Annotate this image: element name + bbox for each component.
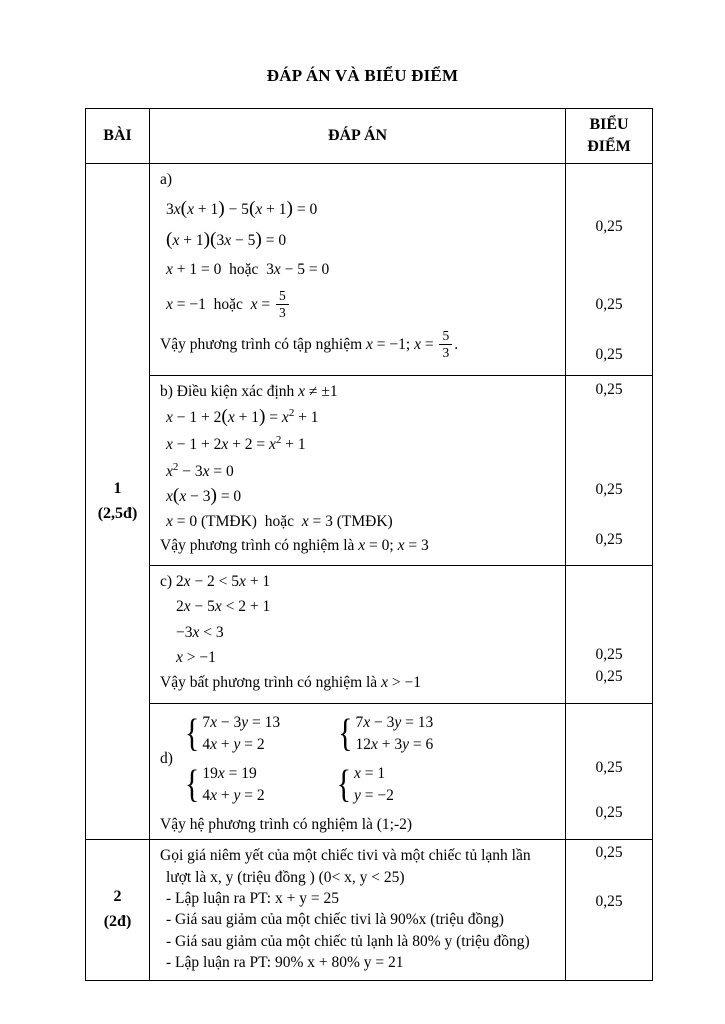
score-value: 0,25 xyxy=(595,645,623,663)
part-c-score-cell xyxy=(566,565,653,703)
part-d-label: d) xyxy=(160,750,173,768)
score-value: 0,25 xyxy=(595,844,623,862)
score-value: 0,25 xyxy=(595,667,623,685)
part-d-answer-cell xyxy=(150,703,566,839)
answer-line: x = −1 hoặc x = $\frac{5}{3}$ xyxy=(166,290,557,321)
problem-2-answer-cell xyxy=(150,840,566,981)
part-b-score-cell xyxy=(566,376,653,566)
system-line: { 7x − 3y = 13 4x + y = 2 { 7x − 3y = 13 12x + 3y = 6 xyxy=(184,711,434,755)
part-a-answer-cell xyxy=(150,164,566,376)
answer-line: Vậy hệ phương trình có nghiệm là (1;-2) xyxy=(160,815,413,833)
answer-line: x = 0 (TMĐK) hoặc x = 3 (TMĐK) xyxy=(166,512,393,530)
header-problem: BÀI xyxy=(86,109,150,164)
header-answer: ĐÁP ÁN xyxy=(150,109,566,164)
score-value: 0,25 xyxy=(595,218,623,235)
page-title: ĐÁP ÁN VÀ BIỂU ĐIỂM xyxy=(266,66,459,85)
answer-line: Vậy bất phương trình có nghiệm là x > −1 xyxy=(160,674,421,692)
score-value: 0,25 xyxy=(595,296,623,313)
score-value: 0,25 xyxy=(595,803,623,821)
answer-line: b) Điều kiện xác định x ≠ ±1 xyxy=(160,383,338,400)
table-header-row xyxy=(86,109,653,164)
part-b-answer-cell xyxy=(150,376,566,566)
score-value: 0,25 xyxy=(595,531,623,548)
answer-table xyxy=(85,108,653,981)
answer-line: x > −1 xyxy=(176,649,216,666)
score-value: 0,25 xyxy=(595,758,623,776)
answer-line: −3x < 3 xyxy=(176,623,224,641)
answer-line: Vậy phương trình có tập nghiệm x = −1; x = $\frac{5}{3}$ . xyxy=(160,328,459,361)
part-d-score-cell xyxy=(566,703,653,839)
systems-column xyxy=(185,712,433,807)
answer-line: x + 1 = 0 hoặc 3x − 5 = 0 xyxy=(166,261,330,279)
part-a-score-cell xyxy=(566,164,653,376)
answer-line: Gọi giá niêm yết của một chiếc tivi và một chiếc tủ lạnh lần xyxy=(160,847,531,865)
score-value: 0,25 xyxy=(595,346,623,363)
problem-2-row xyxy=(86,840,653,981)
problem-1-cell xyxy=(86,164,150,840)
part-c-answer-cell xyxy=(150,565,566,703)
answer-line: lượt là x, y (triệu đồng ) (0< x, y < 25) xyxy=(166,868,405,886)
answer-line: - Lập luận ra PT: 90% x + 80% y = 21 xyxy=(166,954,404,972)
score-value: 0,25 xyxy=(595,893,623,911)
score-value: 0,25 xyxy=(595,481,623,498)
problem-1-score-label: (2,5đ) xyxy=(97,504,138,522)
answer-line: a) xyxy=(160,171,173,188)
problem-1-number: 1 xyxy=(113,479,122,497)
answer-line: $x - 1 + 2(x + 1) = x^2 + 1$ xyxy=(166,406,319,428)
systems-block xyxy=(160,712,557,807)
problem-2-cell xyxy=(86,840,150,981)
answer-line: - Lập luận ra PT: x + y = 25 xyxy=(166,890,339,908)
header-score: BIỂU ĐIỂM xyxy=(566,109,653,164)
answer-line: - Giá sau giảm của một chiếc tivi là 90%x (triệu đồng) xyxy=(166,911,504,929)
answer-line: $x^2 - 3x = 0$ xyxy=(166,460,234,480)
answer-line: Vậy phương trình có nghiệm là x = 0; x = 3 xyxy=(160,537,429,555)
answer-line: $x - 1 + 2x + 2 = x^2 + 1$ xyxy=(166,434,306,454)
part-b-row xyxy=(86,376,653,566)
answer-line: c) 2x − 2 < 5x + 1 xyxy=(160,572,271,590)
part-c-row xyxy=(86,565,653,703)
score-value: 0,25 xyxy=(595,381,623,398)
answer-line: x(x − 3) = 0 xyxy=(166,485,242,507)
problem-2-number: 2 xyxy=(113,888,122,906)
answer-line: 2x − 5x < 2 + 1 xyxy=(176,598,271,616)
answer-line: (x + 1)(3x − 5) = 0 xyxy=(166,228,287,250)
part-a-row xyxy=(86,164,653,376)
answer-line: - Giá sau giảm của một chiếc tủ lạnh là 80% y (triệu đồng) xyxy=(166,932,530,950)
part-d-row xyxy=(86,703,653,839)
answer-line: 3x(x + 1) − 5(x + 1) = 0 xyxy=(166,198,318,220)
problem-2-score-cell xyxy=(566,840,653,981)
system-line: { 19x = 19 4x + y = 2 { x = 1 y = −2 xyxy=(184,763,394,807)
problem-2-score-label: (2đ) xyxy=(103,913,132,931)
